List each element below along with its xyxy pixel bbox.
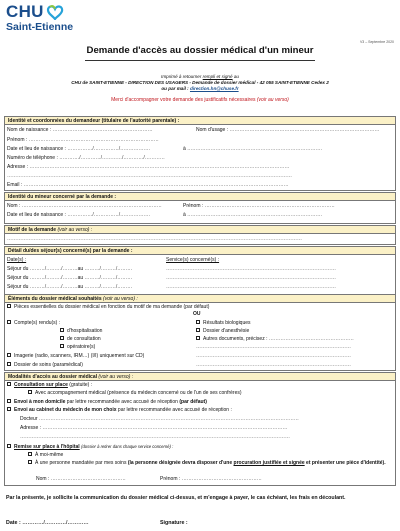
option-imaging[interactable] [7,353,144,359]
label-reports: Compte(s) rendu(s) : [14,320,61,326]
label-au: au [77,284,84,290]
access-note: (voir au verso) : [98,374,134,380]
stays-dates-column: Date(s) : [7,257,27,263]
label-consult-onsite: Consultation sur place [14,382,68,388]
field-doctor-address[interactable]: Adresse : ………………………………………………………………………………………………………………………………… [20,425,288,431]
checkbox[interactable] [60,336,64,340]
field-mandate-name[interactable]: Nom : ……………………………………… [36,476,126,482]
field-signature[interactable] [160,520,188,526]
field-first-name[interactable]: Prénom : …………………………………………………………………… [7,137,159,143]
checkbox[interactable] [7,382,11,386]
field-birth-date[interactable]: Date et lieu de naissance : ……………/……………/……………… [7,146,151,152]
line1-a: Imprimé à retourner [161,74,203,79]
stay-row[interactable]: Séjour du ………/………/………au ………/………/……… [7,275,133,281]
label-send-doctor-a: Envoi au cabinet du médecin de mon choix [14,407,117,413]
label-stay: Séjour du [7,275,29,281]
option-send-home[interactable] [7,399,207,405]
option-mandated-person[interactable] [28,460,388,466]
section-motive-header [4,225,396,234]
label-consult-note: (gratuite) : [69,382,93,388]
field-doctor[interactable]: Docteur ………………………………………………………………………………………………………………………………………… [20,416,299,422]
field-doctor-address-2[interactable]: ……………………………………………………………………………………………………………………………………………… [20,434,290,440]
label-birth-date: Date et lieu de naissance : [7,146,66,152]
option-anesthesia[interactable] [196,328,249,334]
document-title: Demande d'accès au dossier médical d'un mineur [86,45,314,56]
label-consult: de consultation [67,336,101,342]
label-mandate-name: Nom : [36,476,50,482]
option-consultation-onsite[interactable] [7,382,92,388]
field-birth-place[interactable]: à ……………………………………………………………………… [183,146,323,152]
label-send-home-a: Envoi à mon domicile [14,399,66,405]
section-elements-header [4,294,396,303]
label-hosp: d'hospitalisation [67,328,103,334]
field-address[interactable]: Adresse : ………………………………………………………………………………………………………………………………………… [7,164,290,170]
label-send-home-c: (par défaut) [179,399,207,405]
section-minor-header: Identité du mineur concerné par la demande : [4,192,396,201]
label-signature: Signature : [160,520,188,526]
label-biology: Résultats biologiques [203,320,251,326]
option-reports[interactable] [7,320,60,326]
option-nursing[interactable] [7,362,83,368]
option-operatoire[interactable] [60,344,95,350]
option-medical-accompaniment[interactable] [28,390,242,396]
heart-icon [44,4,66,20]
checkbox[interactable] [60,328,64,332]
checkbox[interactable] [196,336,200,340]
label-minor-first-name: Prénom : [183,203,204,209]
merci-text: Merci d'accompagner votre demande des justificatifs nécessaires [111,97,257,103]
merci-note: (voir au verso) [256,97,289,103]
line1-c: au [232,74,239,79]
checkbox[interactable] [7,353,11,357]
field-other-docs[interactable]: ………………………………………………………………………………… [196,344,351,350]
label-mandate-d: et présenter une pièce d'identité). [304,460,386,466]
or-separator: OU [193,311,201,317]
section-stays-header: Détail du/des séjour(s) concerné(s) par la demande : [4,246,396,255]
field-minor-name[interactable]: Nom : ………………………………………………………………………… [7,203,162,209]
label-pickup: Remise sur place à l'hôpital [14,444,80,450]
label-au: au [77,266,84,272]
field-motive[interactable]: …………………………………………………………………………………………………………………………………………………………… [7,236,302,242]
label-date: Date : [6,520,21,526]
field-other-docs-3[interactable]: ………………………………………………………………………………… [196,362,351,368]
mail-label: ou par mail : [161,86,190,91]
label-birth-name: Nom de naissance : [7,127,52,133]
checkbox[interactable] [7,407,11,411]
label-stay: Séjour du [7,266,29,272]
label-pieces: Pièces essentielles du dossier médical en fonction du motif de ma demande (par défaut) [14,304,210,310]
field-email[interactable]: Email : …………………………………………………………………………………………………………………………………………… [7,182,289,188]
option-consultation[interactable] [60,336,101,342]
field-mandate-first-name[interactable]: Prénom : ………………………………………… [160,476,262,482]
checkbox[interactable] [7,304,11,308]
mail-link[interactable]: direction.hn@chuse.fr [189,86,239,91]
label-first-name: Prénom : [7,137,28,143]
field-phone[interactable]: Numéro de téléphone : …………/…………/…………/…………/………… [7,155,165,161]
field-minor-birth-place[interactable]: à ……………………………………………………………………… [183,212,323,218]
label-usage-name: Nom d'usage : [196,127,229,133]
version-label: V3 – Septembre 2020 [359,40,394,44]
logo-city: Saint-Etienne [6,21,74,33]
justificatifs-note [0,97,400,103]
label-nursing: Dossier de soins (paramédical) [14,362,83,368]
label-doctor: Docteur [20,416,38,422]
title-underline [85,60,315,61]
return-instruction [0,74,400,80]
label-stay: Séjour du [7,284,29,290]
label-pickup-note: (dossier à retirer dans chaque service concerné) : [81,444,174,449]
option-hospitalisation[interactable] [60,328,102,334]
option-other-docs[interactable]: Autres documents, précisez : …………………………………………… [196,336,354,342]
stays-services-column: Service(s) concerné(s) : [166,257,220,263]
label-anesth: Dossier d'anesthésie [203,328,250,334]
stay-row[interactable]: Séjour du ………/………/………au ………/………/……… [7,266,133,272]
address-line: CHU de SAINT-ETIENNE - DIRECTION DES USAGERS - Demande de dossier médical - 42 055 SAINT-ETIENNE Cedex 2 [71,80,329,85]
checkbox[interactable] [28,460,32,464]
section-requester-header: Identité et coordonnées du demandeur (titulaire de l'autorité parentale) : [4,116,396,125]
checkbox[interactable] [7,444,11,448]
option-essential-pieces[interactable] [7,304,209,310]
label-mandate-b: (la personne désignée devra disposer d'une [127,460,234,466]
option-biology[interactable] [196,320,251,326]
access-title: Modalités d'accès au dossier médical [8,374,98,380]
label-minor-a: à [183,212,186,218]
logo-text: CHU [6,2,44,21]
declaration-paragraph: Par la présente, je sollicite la communication du dossier médical ci-dessus, et m'engage à payer, le cas échéant, les frais en découlant. [6,495,346,501]
label-address: Adresse : [7,164,29,170]
checkbox[interactable] [28,452,32,456]
chu-logo [4,2,84,36]
label-send-doctor-b: par lettre recommandée avec accusé de réception : [116,407,232,413]
label-mandate-first-name: Prénom : [160,476,181,482]
field-minor-birth-date[interactable]: Date et lieu de naissance : ……………/……………/……………… [7,212,151,218]
field-birth-name[interactable]: Nom de naissance : …………………………………………………… [7,127,153,133]
field-date[interactable]: Date : …………/…………/………… [6,520,89,526]
label-au: au [77,275,84,281]
field-usage-name[interactable]: Nom d'usage : ……………………………………………………………………………… [196,127,380,133]
option-onsite-pickup[interactable] [7,444,173,450]
stay-row[interactable]: Séjour du ………/………/………au ………/………/……… [7,284,133,290]
label-phone: Numéro de téléphone : [7,155,58,161]
checkbox[interactable] [60,344,64,348]
motive-note: (voir au verso) : [57,227,93,233]
label-other: Autres documents, précisez : [203,336,268,342]
label-minor-birth-date: Date et lieu de naissance : [7,212,66,218]
field-minor-first-name[interactable]: Prénom : …………………………………………………………………… [183,203,335,209]
label-a: à [183,146,186,152]
label-mandate-a: À une personne mandatée par mes soins [35,460,128,466]
section-access-header [4,372,396,381]
label-imaging: Imagerie (radio, scanners, IRM…) (I/I) uniquement sur CD) [14,353,145,359]
label-doctor-address: Adresse : [20,425,42,431]
checkbox[interactable] [7,399,11,403]
stay-service[interactable]: ………………………………………………………………………………………… [166,266,336,272]
checkbox[interactable] [7,362,11,366]
label-mandate-c: procuration justifiée et signée [233,460,305,466]
checkbox[interactable] [196,320,200,324]
label-avec: Avec accompagnement médical (présence du médecin concerné ou de l'un de ses confrères) [35,390,242,396]
checkbox[interactable] [28,390,32,394]
label-email: Email : [7,182,23,188]
label-minor-name: Nom : [7,203,21,209]
elements-note: (voir au verso) : [103,296,138,302]
field-address-2[interactable]: ……………………………………………………………………………………………………………………………………………………… [7,173,292,179]
checkbox[interactable] [7,320,11,324]
field-other-docs-2[interactable]: ………………………………………………………………………………… [196,353,351,359]
stay-service[interactable]: ………………………………………………………………………………………… [166,284,336,290]
motive-title: Motif de la demande [8,227,57,233]
stay-service[interactable]: ………………………………………………………………………………………… [166,275,336,281]
label-myself: À moi-même [35,452,64,458]
line1-b: rempli et signé [202,74,233,79]
label-send-home-b: par lettre recommandée avec accusé de réception [65,399,180,405]
label-opera: opératoire(s) [67,344,96,350]
checkbox[interactable] [196,328,200,332]
option-myself[interactable] [28,452,63,458]
option-send-doctor[interactable] [7,407,232,413]
elements-title: Éléments du dossier médical souhaités [8,296,102,302]
mail-line [0,86,400,92]
